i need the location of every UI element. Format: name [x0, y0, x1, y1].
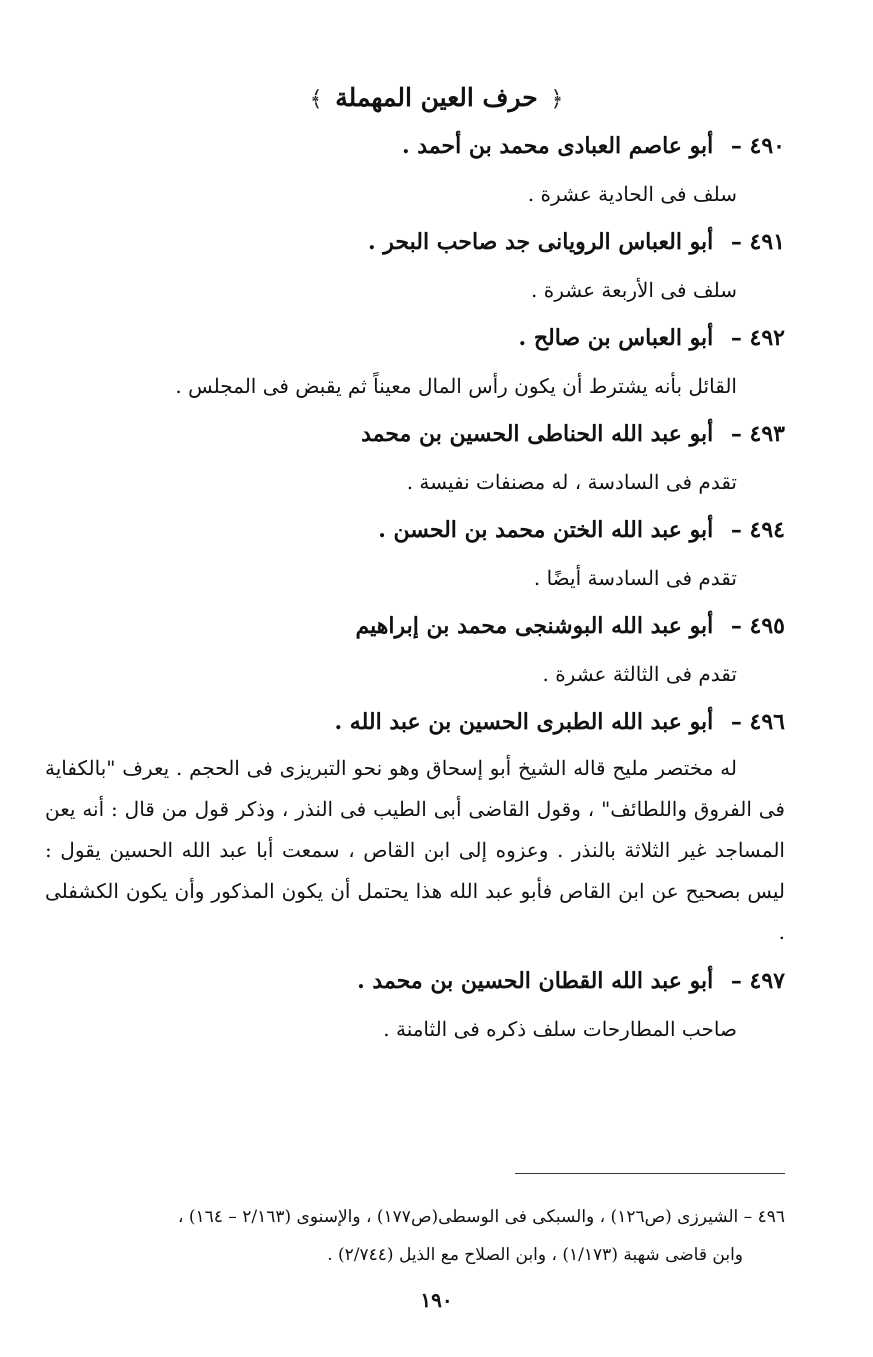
- footnote-divider: [515, 1173, 785, 1174]
- ornament-left-icon: ﴾: [309, 87, 323, 112]
- entry-496: [45, 698, 785, 953]
- entry-heading: [45, 218, 785, 266]
- entry-name: أبو عبد الله الحناطى الحسين بن محمد: [361, 421, 714, 447]
- entry-number: ٤٩٦ –: [730, 709, 785, 735]
- footnote-line: ٤٩٦ – الشيرزى (ص١٢٦) ، والسبكى فى الوسطى(ص١٧٧) ، والإسنوى (٢/١٦٣ – ١٦٤) ،: [177, 1207, 785, 1227]
- entry-text: تقدم فى السادسة ، له مصنفات نفيسة .: [406, 470, 737, 494]
- entry-text: تقدم فى الثالثة عشرة .: [542, 662, 737, 686]
- section-header: [0, 78, 873, 120]
- entry-number: ٤٩٥ –: [730, 613, 785, 639]
- entry-number: ٤٩٢ –: [730, 325, 785, 351]
- entry-text: سلف فى الأربعة عشرة .: [531, 278, 737, 302]
- entry-494: [45, 506, 785, 602]
- footnote-line: وابن قاضى شهبة (١/١٧٣) ، وابن الصلاح مع الذيل (٢/٧٤٤) .: [327, 1245, 743, 1265]
- section-title: حرف العين المهملة: [335, 83, 538, 112]
- entry-491: [45, 218, 785, 314]
- entry-name: أبو العباس بن صالح .: [518, 325, 714, 351]
- entry-number: ٤٩٣ –: [730, 421, 785, 447]
- entry-490: [45, 122, 785, 218]
- entry-heading: [45, 506, 785, 554]
- entries-list: [45, 122, 785, 1053]
- entry-495: [45, 602, 785, 698]
- entry-heading: [45, 698, 785, 746]
- entry-text: القائل بأنه يشترط أن يكون رأس المال معيناً ثم يقبض فى المجلس .: [175, 374, 737, 398]
- entry-heading: [45, 602, 785, 650]
- entry-text: تقدم فى السادسة أيضًا .: [533, 566, 737, 590]
- entry-number: ٤٩٤ –: [730, 517, 785, 543]
- entry-name: أبو عاصم العبادى محمد بن أحمد .: [401, 133, 714, 159]
- entry-493: [45, 410, 785, 506]
- footnote: [35, 1198, 785, 1274]
- page-number: ١٩٠: [420, 1288, 453, 1312]
- entry-heading: [45, 957, 785, 1005]
- entry-heading: [45, 314, 785, 362]
- entry-492: [45, 314, 785, 410]
- entry-name: أبو عبد الله الطبرى الحسين بن عبد الله .: [334, 709, 714, 735]
- entry-paragraph: له مختصر مليح قاله الشيخ أبو إسحاق وهو نحو التبريزى فى الحجم . يعرف "بالكفاية فى الفروق واللطائف" ، وقول القاضى أبى الطيب فى النذر ، وذكر قول من قال : أنه يعن المساجد غير الثلاثة بالنذر . وعزوه إلى ابن القاص ، سمعت أبا عبد الله الحسين يقول : ليس بصحيح عن ابن القاص فأبو عبد الله هذا يحتمل أن يكون المذكور وأن يكون الكشفلى .: [45, 756, 785, 944]
- entry-name: أبو عبد الله القطان الحسين بن محمد .: [357, 968, 714, 994]
- entry-heading: [45, 122, 785, 170]
- ornament-right-icon: ﴿: [550, 87, 564, 112]
- entry-name: أبو عبد الله البوشنجى محمد بن إبراهيم: [355, 613, 714, 639]
- entry-number: ٤٩٠ –: [730, 133, 785, 159]
- entry-text: صاحب المطارحات سلف ذكره فى الثامنة .: [383, 1017, 737, 1041]
- entry-text: سلف فى الحادية عشرة .: [527, 182, 737, 206]
- entry-name: أبو العباس الرويانى جد صاحب البحر .: [367, 229, 714, 255]
- entry-heading: [45, 410, 785, 458]
- entry-497: [45, 957, 785, 1053]
- entry-name: أبو عبد الله الختن محمد بن الحسن .: [378, 517, 714, 543]
- entry-number: ٤٩١ –: [730, 229, 785, 255]
- entry-number: ٤٩٧ –: [730, 968, 785, 994]
